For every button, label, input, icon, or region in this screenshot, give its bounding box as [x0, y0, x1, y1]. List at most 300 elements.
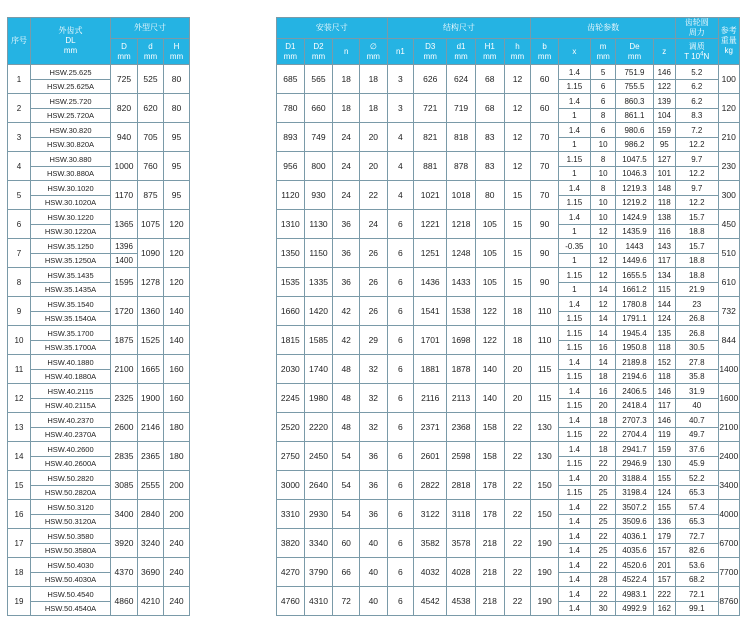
gear-x-alt: 1.4 [558, 602, 590, 616]
height-H: 160 [164, 384, 190, 413]
gear-x: 1.15 [558, 152, 590, 167]
model-code-alt: HSW.25.625A [31, 80, 111, 94]
gear-De: 2189.8 [616, 355, 653, 370]
gear-x-alt: 1 [558, 225, 590, 239]
gear-m-alt: 28 [590, 573, 616, 587]
gear-m-alt: 30 [590, 602, 616, 616]
model-code: HSW.30.1020 [31, 181, 111, 196]
outer-diameter-D: 1595 [111, 268, 138, 297]
cell-n1: 6 [387, 558, 414, 587]
gear-De-alt: 2194.6 [616, 370, 653, 384]
header-n1: n1 [387, 39, 414, 65]
gear-z-alt: 119 [653, 428, 675, 442]
cell-D2: 1130 [304, 210, 333, 239]
cell-D1: 2750 [277, 442, 305, 471]
gear-De: 1945.4 [616, 326, 653, 341]
cell-n1: 6 [387, 355, 414, 384]
outer-diameter-D: 1000 [111, 152, 138, 181]
cell-b: 130 [531, 442, 559, 471]
row-number: 3 [8, 123, 31, 152]
model-code: HSW.40.2115 [31, 384, 111, 399]
model-code-alt: HSW.25.720A [31, 109, 111, 123]
cell-h: 22 [504, 558, 531, 587]
gear-De-alt: 2418.4 [616, 399, 653, 413]
row-number: 13 [8, 413, 31, 442]
gear-force-alt: 35.8 [675, 370, 718, 384]
header-structure: 结构尺寸 [387, 18, 531, 39]
gear-force: 9.7 [675, 152, 718, 167]
cell-n1: 6 [387, 268, 414, 297]
cell-n: 54 [333, 471, 360, 500]
gear-x: 1.4 [558, 558, 590, 573]
model-code-alt: HSW.40.2370A [31, 428, 111, 442]
table-row [277, 500, 740, 515]
model-code: HSW.50.3120 [31, 500, 111, 515]
gear-De: 2941.7 [616, 442, 653, 457]
cell-n: 48 [333, 355, 360, 384]
gear-x: 1.15 [558, 326, 590, 341]
cell-phi: 18 [359, 94, 387, 123]
gear-z-alt: 118 [653, 196, 675, 210]
cell-d1: 3578 [447, 529, 476, 558]
gear-force: 37.6 [675, 442, 718, 457]
gear-De-alt: 1046.3 [616, 167, 653, 181]
inner-diameter-d: 3240 [138, 529, 164, 558]
model-code-alt: HSW.50.2820A [31, 486, 111, 500]
table-row [277, 65, 740, 80]
dimension-table-left [7, 17, 190, 616]
gear-force: 72.1 [675, 587, 718, 602]
gear-x-alt: 1.15 [558, 486, 590, 500]
cell-D1: 780 [277, 94, 305, 123]
gear-x-alt: 1.4 [558, 573, 590, 587]
cell-n: 66 [333, 558, 360, 587]
weight-kg: 1600 [718, 384, 739, 413]
outer-diameter-D: 2600 [111, 413, 138, 442]
gear-force-alt: 65.3 [675, 515, 718, 529]
gear-De-alt: 1449.6 [616, 254, 653, 268]
cell-H1: 122 [475, 297, 504, 326]
gear-force-alt: 18.8 [675, 225, 718, 239]
model-code-alt: HSW.40.2600A [31, 457, 111, 471]
gear-z-alt: 124 [653, 312, 675, 326]
cell-d1: 4538 [447, 587, 476, 616]
gear-force-alt: 21.9 [675, 283, 718, 297]
table-row [8, 471, 190, 486]
cell-h: 22 [504, 587, 531, 616]
cell-d1: 1698 [447, 326, 476, 355]
header-D: D mm [111, 39, 138, 65]
cell-H1: 83 [475, 123, 504, 152]
row-number: 10 [8, 326, 31, 355]
model-code: HSW.35.1700 [31, 326, 111, 341]
cell-phi: 20 [359, 152, 387, 181]
header-dl: 外齿式 DL mm [31, 18, 111, 65]
gear-z-alt: 104 [653, 109, 675, 123]
cell-n1: 6 [387, 529, 414, 558]
inner-diameter-d: 3690 [138, 558, 164, 587]
cell-h: 22 [504, 500, 531, 529]
cell-H1: 140 [475, 384, 504, 413]
cell-n: 24 [333, 123, 360, 152]
cell-D2: 1420 [304, 297, 333, 326]
cell-H1: 105 [475, 210, 504, 239]
header-H1: H1 mm [475, 39, 504, 65]
gear-m-alt: 25 [590, 486, 616, 500]
weight-kg: 510 [718, 239, 739, 268]
weight-kg: 4000 [718, 500, 739, 529]
gear-z-alt: 117 [653, 254, 675, 268]
header-H: H mm [164, 39, 190, 65]
cell-n1: 3 [387, 65, 414, 94]
gear-z: 146 [653, 413, 675, 428]
gear-m-alt: 20 [590, 399, 616, 413]
cell-d1: 3118 [447, 500, 476, 529]
cell-h: 22 [504, 471, 531, 500]
weight-kg: 120 [718, 94, 739, 123]
cell-n: 48 [333, 413, 360, 442]
table-row [8, 384, 190, 399]
row-number: 8 [8, 268, 31, 297]
cell-phi: 40 [359, 529, 387, 558]
header-z: z [653, 39, 675, 65]
cell-D3: 4032 [414, 558, 447, 587]
height-H: 120 [164, 210, 190, 239]
cell-h: 15 [504, 239, 531, 268]
gear-De-alt: 1661.2 [616, 283, 653, 297]
outer-diameter-D: 725 [111, 65, 138, 94]
gear-x-alt: 1 [558, 109, 590, 123]
gear-De-alt: 861.1 [616, 109, 653, 123]
weight-kg: 210 [718, 123, 739, 152]
cell-H1: 80 [475, 181, 504, 210]
gear-m-alt: 10 [590, 196, 616, 210]
weight-kg: 8760 [718, 587, 739, 616]
gear-m-alt: 16 [590, 341, 616, 355]
inner-diameter-d: 1525 [138, 326, 164, 355]
outer-diameter-D: 3400 [111, 500, 138, 529]
row-number: 1 [8, 65, 31, 94]
height-H: 95 [164, 152, 190, 181]
row-number: 2 [8, 94, 31, 123]
cell-n: 18 [333, 94, 360, 123]
gear-De-alt: 1435.9 [616, 225, 653, 239]
cell-H1: 140 [475, 355, 504, 384]
gear-force: 15.7 [675, 210, 718, 225]
table-row [8, 326, 190, 341]
table-row [8, 355, 190, 370]
cell-d1: 1878 [447, 355, 476, 384]
model-code-alt: HSW.30.1020A [31, 196, 111, 210]
gear-z-alt: 101 [653, 167, 675, 181]
gear-De: 4036.1 [616, 529, 653, 544]
height-H: 240 [164, 558, 190, 587]
table-row [277, 297, 740, 312]
gear-m: 22 [590, 529, 616, 544]
model-code: HSW.40.1880 [31, 355, 111, 370]
gear-x: 1.4 [558, 587, 590, 602]
cell-d1: 2113 [447, 384, 476, 413]
gear-m: 10 [590, 210, 616, 225]
cell-n: 54 [333, 442, 360, 471]
cell-d1: 1433 [447, 268, 476, 297]
gear-m-alt: 18 [590, 370, 616, 384]
gear-m-alt: 8 [590, 109, 616, 123]
cell-n: 48 [333, 384, 360, 413]
model-code: HSW.50.3580 [31, 529, 111, 544]
cell-b: 70 [531, 123, 559, 152]
gear-De-alt: 3509.6 [616, 515, 653, 529]
model-code: HSW.35.1435 [31, 268, 111, 283]
table-row [8, 152, 190, 167]
weight-kg: 2400 [718, 442, 739, 471]
cell-d1: 878 [447, 152, 476, 181]
cell-D1: 2030 [277, 355, 305, 384]
cell-phi: 29 [359, 326, 387, 355]
cell-h: 15 [504, 210, 531, 239]
model-code: HSW.35.1540 [31, 297, 111, 312]
gear-z-alt: 122 [653, 80, 675, 94]
table-row [277, 123, 740, 138]
gear-force-alt: 12.2 [675, 138, 718, 152]
cell-D1: 4760 [277, 587, 305, 616]
cell-D3: 881 [414, 152, 447, 181]
inner-diameter-d: 760 [138, 152, 164, 181]
gear-z: 222 [653, 587, 675, 602]
cell-D3: 721 [414, 94, 447, 123]
inner-diameter-d: 2146 [138, 413, 164, 442]
cell-H1: 218 [475, 558, 504, 587]
height-H: 200 [164, 471, 190, 500]
gear-De: 3507.2 [616, 500, 653, 515]
gear-De-alt: 3198.4 [616, 486, 653, 500]
gear-De-alt: 986.2 [616, 138, 653, 152]
gear-z: 135 [653, 326, 675, 341]
cell-phi: 26 [359, 268, 387, 297]
weight-kg: 300 [718, 181, 739, 210]
cell-h: 18 [504, 297, 531, 326]
gear-x: 1.4 [558, 384, 590, 399]
cell-D2: 2930 [304, 500, 333, 529]
gear-force: 5.2 [675, 65, 718, 80]
gear-m-alt: 22 [590, 428, 616, 442]
outer-diameter-D: 2835 [111, 442, 138, 471]
inner-diameter-d: 525 [138, 65, 164, 94]
gear-m: 14 [590, 355, 616, 370]
gear-m: 22 [590, 587, 616, 602]
row-number: 12 [8, 384, 31, 413]
gear-z: 148 [653, 181, 675, 196]
cell-H1: 105 [475, 268, 504, 297]
cell-b: 190 [531, 587, 559, 616]
outer-diameter-D: 1396 [111, 239, 138, 254]
outer-diameter-D: 4860 [111, 587, 138, 616]
gear-force: 53.6 [675, 558, 718, 573]
cell-h: 22 [504, 442, 531, 471]
cell-b: 90 [531, 210, 559, 239]
model-code-alt: HSW.30.880A [31, 167, 111, 181]
cell-D2: 1980 [304, 384, 333, 413]
gear-z: 201 [653, 558, 675, 573]
cell-phi: 36 [359, 500, 387, 529]
gear-z-alt: 115 [653, 283, 675, 297]
gear-De: 3188.4 [616, 471, 653, 486]
gear-x-alt: 1.15 [558, 399, 590, 413]
height-H: 140 [164, 297, 190, 326]
gear-x-alt: 1.15 [558, 457, 590, 471]
model-code: HSW.25.625 [31, 65, 111, 80]
cell-phi: 32 [359, 355, 387, 384]
gear-z-alt: 157 [653, 573, 675, 587]
header-d: d mm [138, 39, 164, 65]
cell-n1: 6 [387, 471, 414, 500]
table-row [277, 181, 740, 196]
gear-De-alt: 4035.6 [616, 544, 653, 558]
model-code-alt: HSW.40.2115A [31, 399, 111, 413]
model-code: HSW.30.820 [31, 123, 111, 138]
model-code-alt: HSW.50.3580A [31, 544, 111, 558]
gear-force: 57.4 [675, 500, 718, 515]
cell-n1: 6 [387, 500, 414, 529]
gear-x: 1.4 [558, 94, 590, 109]
cell-H1: 178 [475, 500, 504, 529]
cell-D1: 2520 [277, 413, 305, 442]
cell-D1: 3000 [277, 471, 305, 500]
gear-De-alt: 755.5 [616, 80, 653, 94]
gear-De: 2707.3 [616, 413, 653, 428]
cell-D1: 1535 [277, 268, 305, 297]
cell-d1: 1538 [447, 297, 476, 326]
cell-d1: 1018 [447, 181, 476, 210]
cell-D1: 685 [277, 65, 305, 94]
cell-h: 22 [504, 529, 531, 558]
gear-force-alt: 12.2 [675, 196, 718, 210]
cell-D1: 1660 [277, 297, 305, 326]
gear-m: 22 [590, 558, 616, 573]
model-code: HSW.40.2370 [31, 413, 111, 428]
cell-b: 130 [531, 413, 559, 442]
cell-D3: 1221 [414, 210, 447, 239]
model-code-alt: HSW.35.1700A [31, 341, 111, 355]
cell-n: 54 [333, 500, 360, 529]
header-circumferential-force: 齿轮圆 周力 [675, 18, 718, 39]
cell-D2: 660 [304, 94, 333, 123]
cell-phi: 40 [359, 587, 387, 616]
model-code-alt: HSW.40.1880A [31, 370, 111, 384]
height-H: 160 [164, 355, 190, 384]
gear-De: 1443 [616, 239, 653, 254]
gear-z: 127 [653, 152, 675, 167]
gear-m: 18 [590, 442, 616, 457]
cell-d1: 2368 [447, 413, 476, 442]
gear-x-alt: 1 [558, 283, 590, 297]
height-H: 180 [164, 413, 190, 442]
cell-b: 150 [531, 471, 559, 500]
header-install: 安装尺寸 [277, 18, 388, 39]
cell-phi: 22 [359, 181, 387, 210]
header-D2: D2 mm [304, 39, 333, 65]
gear-x-alt: 1.4 [558, 544, 590, 558]
outer-diameter-D: 3085 [111, 471, 138, 500]
cell-n: 18 [333, 65, 360, 94]
gear-force-alt: 26.8 [675, 312, 718, 326]
cell-D1: 956 [277, 152, 305, 181]
cell-D2: 749 [304, 123, 333, 152]
cell-D3: 1541 [414, 297, 447, 326]
outer-diameter-D-alt: 1400 [111, 254, 138, 268]
cell-D3: 2371 [414, 413, 447, 442]
gear-z-alt: 157 [653, 544, 675, 558]
gear-x-alt: 1.15 [558, 196, 590, 210]
gear-x: 1.4 [558, 355, 590, 370]
cell-D3: 3122 [414, 500, 447, 529]
gear-force: 15.7 [675, 239, 718, 254]
cell-D2: 2640 [304, 471, 333, 500]
outer-diameter-D: 2100 [111, 355, 138, 384]
gear-force: 27.8 [675, 355, 718, 370]
cell-H1: 158 [475, 442, 504, 471]
cell-d1: 719 [447, 94, 476, 123]
model-code-alt: HSW.50.4030A [31, 573, 111, 587]
inner-diameter-d: 1278 [138, 268, 164, 297]
table-row [277, 558, 740, 573]
model-code: HSW.50.2820 [31, 471, 111, 486]
cell-d1: 1218 [447, 210, 476, 239]
table-row [8, 239, 190, 254]
header-D1: D1 mm [277, 39, 305, 65]
table-row [277, 268, 740, 283]
table-row [277, 442, 740, 457]
cell-phi: 20 [359, 123, 387, 152]
weight-kg: 2100 [718, 413, 739, 442]
cell-H1: 218 [475, 529, 504, 558]
outer-diameter-D: 1720 [111, 297, 138, 326]
gear-force: 52.2 [675, 471, 718, 486]
gear-force: 6.2 [675, 94, 718, 109]
weight-kg: 7700 [718, 558, 739, 587]
cell-h: 12 [504, 123, 531, 152]
gear-x: 1.4 [558, 297, 590, 312]
gear-z: 144 [653, 297, 675, 312]
gear-force: 31.9 [675, 384, 718, 399]
cell-h: 22 [504, 413, 531, 442]
cell-D3: 2601 [414, 442, 447, 471]
inner-diameter-d: 4210 [138, 587, 164, 616]
cell-phi: 18 [359, 65, 387, 94]
gear-x: -0.35 [558, 239, 590, 254]
table-row [277, 210, 740, 225]
gear-m-alt: 10 [590, 138, 616, 152]
gear-z: 138 [653, 210, 675, 225]
cell-D2: 2450 [304, 442, 333, 471]
table-row [277, 94, 740, 109]
cell-n: 24 [333, 181, 360, 210]
cell-D2: 1335 [304, 268, 333, 297]
header-b: b mm [531, 39, 559, 65]
gear-z: 134 [653, 268, 675, 283]
gear-De-alt: 1219.2 [616, 196, 653, 210]
cell-n1: 6 [387, 442, 414, 471]
cell-h: 20 [504, 355, 531, 384]
gear-m-alt: 12 [590, 254, 616, 268]
cell-phi: 32 [359, 384, 387, 413]
cell-phi: 36 [359, 442, 387, 471]
cell-b: 60 [531, 65, 559, 94]
cell-b: 115 [531, 355, 559, 384]
gear-x: 1.4 [558, 442, 590, 457]
cell-n: 72 [333, 587, 360, 616]
row-number: 14 [8, 442, 31, 471]
